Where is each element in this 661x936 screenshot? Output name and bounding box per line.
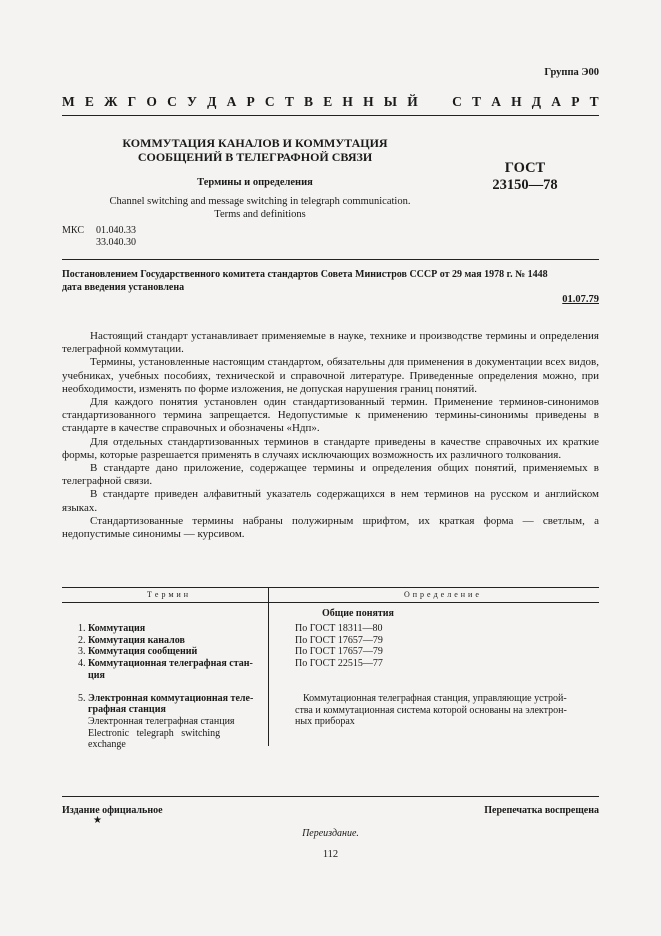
term-row: 1. Коммутация bbox=[78, 623, 146, 634]
english-title bbox=[90, 196, 430, 221]
banner-letter: Г bbox=[127, 94, 137, 109]
definitions-column bbox=[295, 623, 599, 728]
banner-letter: Й bbox=[407, 94, 418, 109]
banner-letter: С bbox=[452, 94, 462, 109]
banner-letter: Ж bbox=[104, 94, 118, 109]
paragraph: В стандарте дано приложение, содержащее термины и определения общих понятий, применяемых в телеграфной связи. bbox=[62, 462, 599, 488]
banner-letter: Д bbox=[207, 94, 217, 109]
banner-letter: У bbox=[187, 94, 197, 109]
banner-letter: Т bbox=[472, 94, 482, 109]
star-icon: ★ bbox=[93, 815, 102, 826]
decree-text bbox=[62, 268, 599, 294]
banner-letter: Т bbox=[284, 94, 294, 109]
banner-letter: Н bbox=[363, 94, 374, 109]
banner-letter: А bbox=[551, 94, 562, 109]
mks-codes bbox=[96, 225, 136, 249]
gost-label: ГОСТ bbox=[504, 160, 546, 176]
paragraph: Для отдельных стандартизованных терминов в стандарте приведены в качестве справочных их краткие формы, которые разрешается применять в случаях исключающих возможность их различного толкования. bbox=[62, 435, 599, 461]
page-number: 112 bbox=[322, 849, 339, 860]
banner-letter: С bbox=[264, 94, 275, 109]
banner-letter: М bbox=[62, 94, 75, 109]
banner-rule bbox=[62, 115, 599, 116]
terms-column bbox=[78, 623, 264, 751]
paragraph: Стандартизованные термины набраны полужирным шрифтом, их краткая форма — светлым, а недопустимые синонимы — курсивом. bbox=[62, 514, 599, 541]
intro-text bbox=[62, 330, 599, 541]
column-definition-header: О п р е д е л е н и е bbox=[404, 590, 480, 599]
banner-letter: Т bbox=[589, 94, 599, 109]
banner-letter: Н bbox=[511, 94, 522, 109]
term-row: 4. Коммутационная телеграфная стан- bbox=[78, 658, 253, 670]
official-edition: Издание официальное bbox=[62, 805, 163, 816]
title-line-2: СООБЩЕНИЙ В ТЕЛЕГРАФНОЙ СВЯЗИ bbox=[137, 150, 373, 164]
banner-letter: А bbox=[491, 94, 501, 109]
term-text: Электронная коммутационная теле- bbox=[88, 692, 254, 704]
banner-letter: С bbox=[167, 94, 177, 109]
definition-row: По ГОСТ 18311—80 bbox=[295, 623, 383, 634]
term-english: exchange bbox=[88, 739, 126, 751]
banner-letter: Ы bbox=[383, 94, 398, 109]
banner-letter: О bbox=[146, 94, 157, 109]
definition-row: По ГОСТ 17657—79 bbox=[295, 634, 383, 646]
term-synonym: Электронная телеграфная станция bbox=[88, 715, 235, 727]
english-line-2: Terms and definitions bbox=[214, 208, 306, 220]
reissue-note: Переиздание. bbox=[302, 828, 359, 839]
term-text: Коммутация каналов bbox=[88, 634, 185, 646]
footer-rule bbox=[62, 796, 599, 797]
section-heading: Общие понятия bbox=[322, 608, 394, 619]
gost-designation bbox=[470, 160, 580, 194]
banner-letter: Н bbox=[342, 94, 353, 109]
mks-code-2: 33.040.30 bbox=[96, 237, 136, 248]
definition-row: По ГОСТ 17657—79 bbox=[295, 646, 383, 658]
effective-date: 01.07.79 bbox=[562, 294, 599, 305]
definition-row: Коммутационная телеграфная станция, управляющие устрой- ства и коммутационная система которой основаны на электрон- ных приборах bbox=[295, 692, 567, 728]
term-continuation: ция bbox=[88, 669, 105, 681]
column-term-header: Т е р м и н bbox=[147, 590, 189, 599]
banner-letter: Е bbox=[323, 94, 333, 109]
paragraph: Термины, установленные настоящим стандартом, обязательны для применения в документации всех видов, учебниках, учебных пособиях, технической и справочной литературе. Приведенные определения можно, при необходимости, изменять по форме изложения, не допуская нарушения границ понятий. bbox=[62, 356, 599, 395]
banner-letter: Р bbox=[246, 94, 255, 109]
term-row: 5. Электронная коммутационная теле- bbox=[78, 692, 254, 704]
table-header bbox=[62, 588, 599, 601]
banner-letter bbox=[428, 94, 442, 110]
banner-letter: Е bbox=[84, 94, 94, 109]
paragraph: Настоящий стандарт устанавливает применяемые в науке, технике и производстве термины и определения телеграфной коммутации. bbox=[62, 330, 599, 356]
term-english: Electronic telegraph switching bbox=[88, 727, 221, 739]
title-line-1: КОММУТАЦИЯ КАНАЛОВ И КОММУТАЦИЯ bbox=[122, 136, 388, 150]
standard-banner bbox=[62, 94, 599, 110]
document-subtitle: Термины и определения bbox=[197, 177, 313, 188]
decree-line-2: дата введения установлена bbox=[62, 282, 185, 293]
english-line-1: Channel switching and message switching in telegraph communication. bbox=[109, 196, 411, 207]
term-row: 2. Коммутация каналов bbox=[78, 634, 185, 646]
group-code: Группа Э00 bbox=[544, 67, 599, 78]
term-text: Коммутация bbox=[88, 623, 146, 634]
paragraph: Для каждого понятия установлен один стандартизованный термин. Применение терминов-синонимов стандартизованного термина запрещается. Недопустимые к применению термины-синонимы приведены в стандарте в качестве справочных и обозначены «Ндп». bbox=[62, 396, 599, 435]
term-row: 3. Коммутация сообщений bbox=[78, 646, 198, 658]
document-title bbox=[100, 136, 410, 164]
banner-letter: Д bbox=[531, 94, 542, 109]
paragraph: В стандарте приведен алфавитный указатель содержащихся в нем терминов на русском и английском языках. bbox=[62, 488, 599, 514]
mks-label: МКС bbox=[62, 225, 84, 236]
banner-letter: Р bbox=[571, 94, 580, 109]
spacer bbox=[295, 670, 599, 693]
header-rule bbox=[62, 259, 599, 260]
spacer bbox=[78, 682, 264, 693]
mks-code-1: 01.040.33 bbox=[96, 225, 136, 236]
reprint-prohibited: Перепечатка воспрещена bbox=[484, 805, 599, 816]
definition-row: По ГОСТ 22515—77 bbox=[295, 658, 383, 670]
decree-line-1: Постановлением Государственного комитета стандартов Совета Министров СССР от 29 мая 1978 г. № 1448 bbox=[62, 269, 548, 280]
table-header-rule bbox=[62, 602, 599, 603]
gost-number: 23150—78 bbox=[492, 177, 558, 193]
term-text: Коммутационная телеграфная стан- bbox=[88, 658, 253, 670]
term-text: Коммутация сообщений bbox=[88, 646, 198, 658]
term-continuation: графная станция bbox=[88, 704, 166, 716]
banner-letter: В bbox=[304, 94, 314, 109]
banner-letter: А bbox=[226, 94, 237, 109]
